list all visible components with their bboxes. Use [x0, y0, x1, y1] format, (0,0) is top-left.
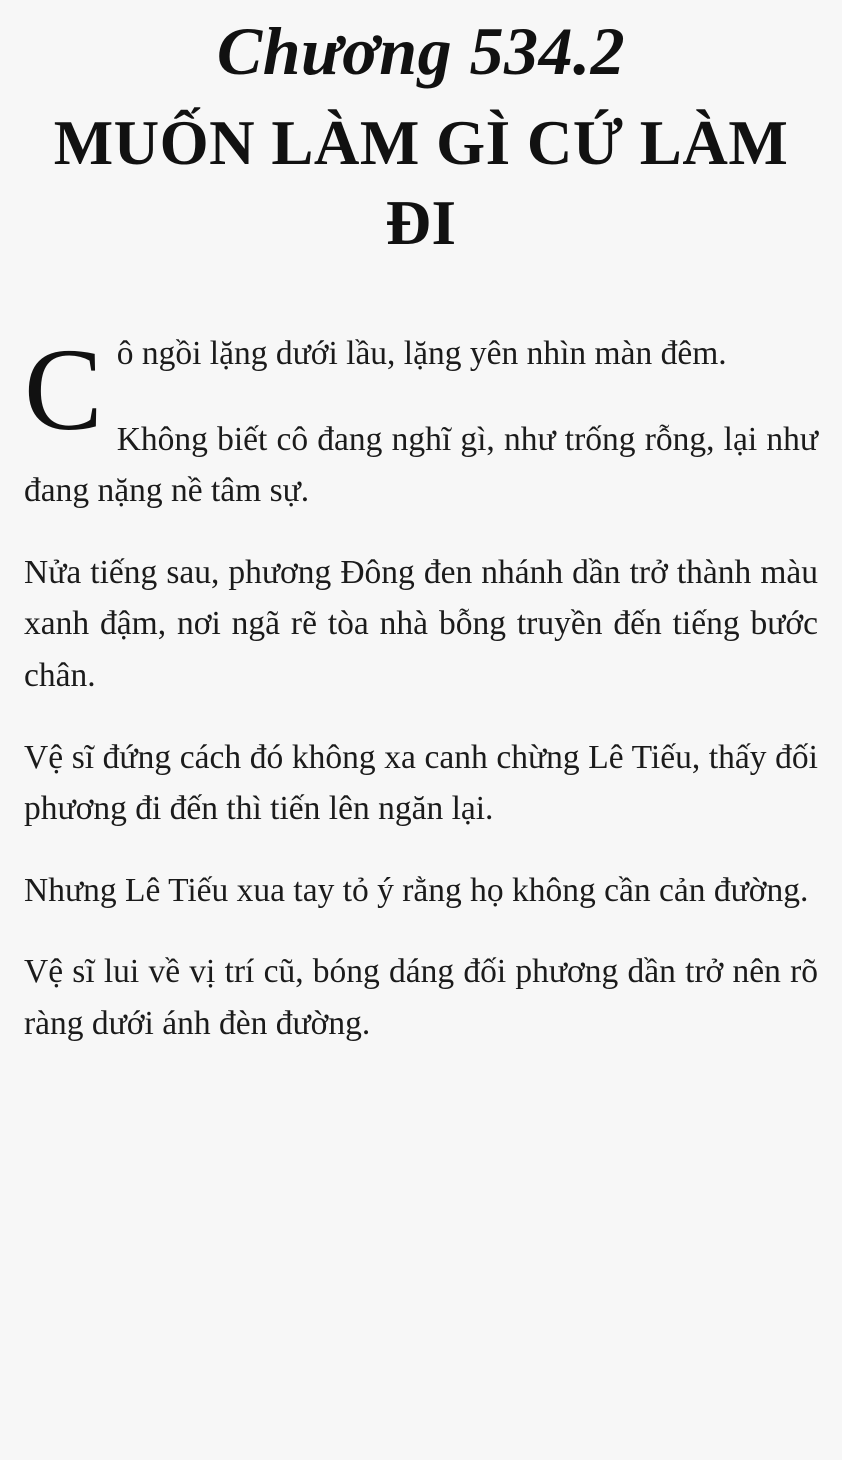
- paragraph: Vệ sĩ lui về vị trí cũ, bóng dáng đối phương dần trở nên rõ ràng dưới ánh đèn đường.: [24, 953, 818, 1042]
- paragraph: Vệ sĩ đứng cách đó không xa canh chừng Lê Tiếu, thấy đối phương đi đến thì tiến lên ngăn lại.: [24, 738, 818, 828]
- paragraph: Cô ngồi lặng dưới lầu, lặng yên nhìn màn đêm.: [24, 324, 727, 456]
- reader-page: [0, 14, 842, 1460]
- paragraph: Không biết cô đang nghĩ gì, như trống rỗng, lại như đang nặng nề tâm sự.: [24, 420, 818, 510]
- chapter-body: [24, 324, 818, 1049]
- paragraph: Nhưng Lê Tiếu xua tay tỏ ý rằng họ không cần cản đường.: [24, 871, 809, 909]
- chapter-number: Chương 534.2: [216, 13, 626, 89]
- paragraph: Nửa tiếng sau, phương Đông đen nhánh dần trở thành màu xanh đậm, nơi ngã rẽ tòa nhà bỗng truyền đến tiếng bước chân.: [24, 553, 818, 694]
- chapter-title: MUỐN LÀM GÌ CỨ LÀM ĐI: [53, 107, 789, 259]
